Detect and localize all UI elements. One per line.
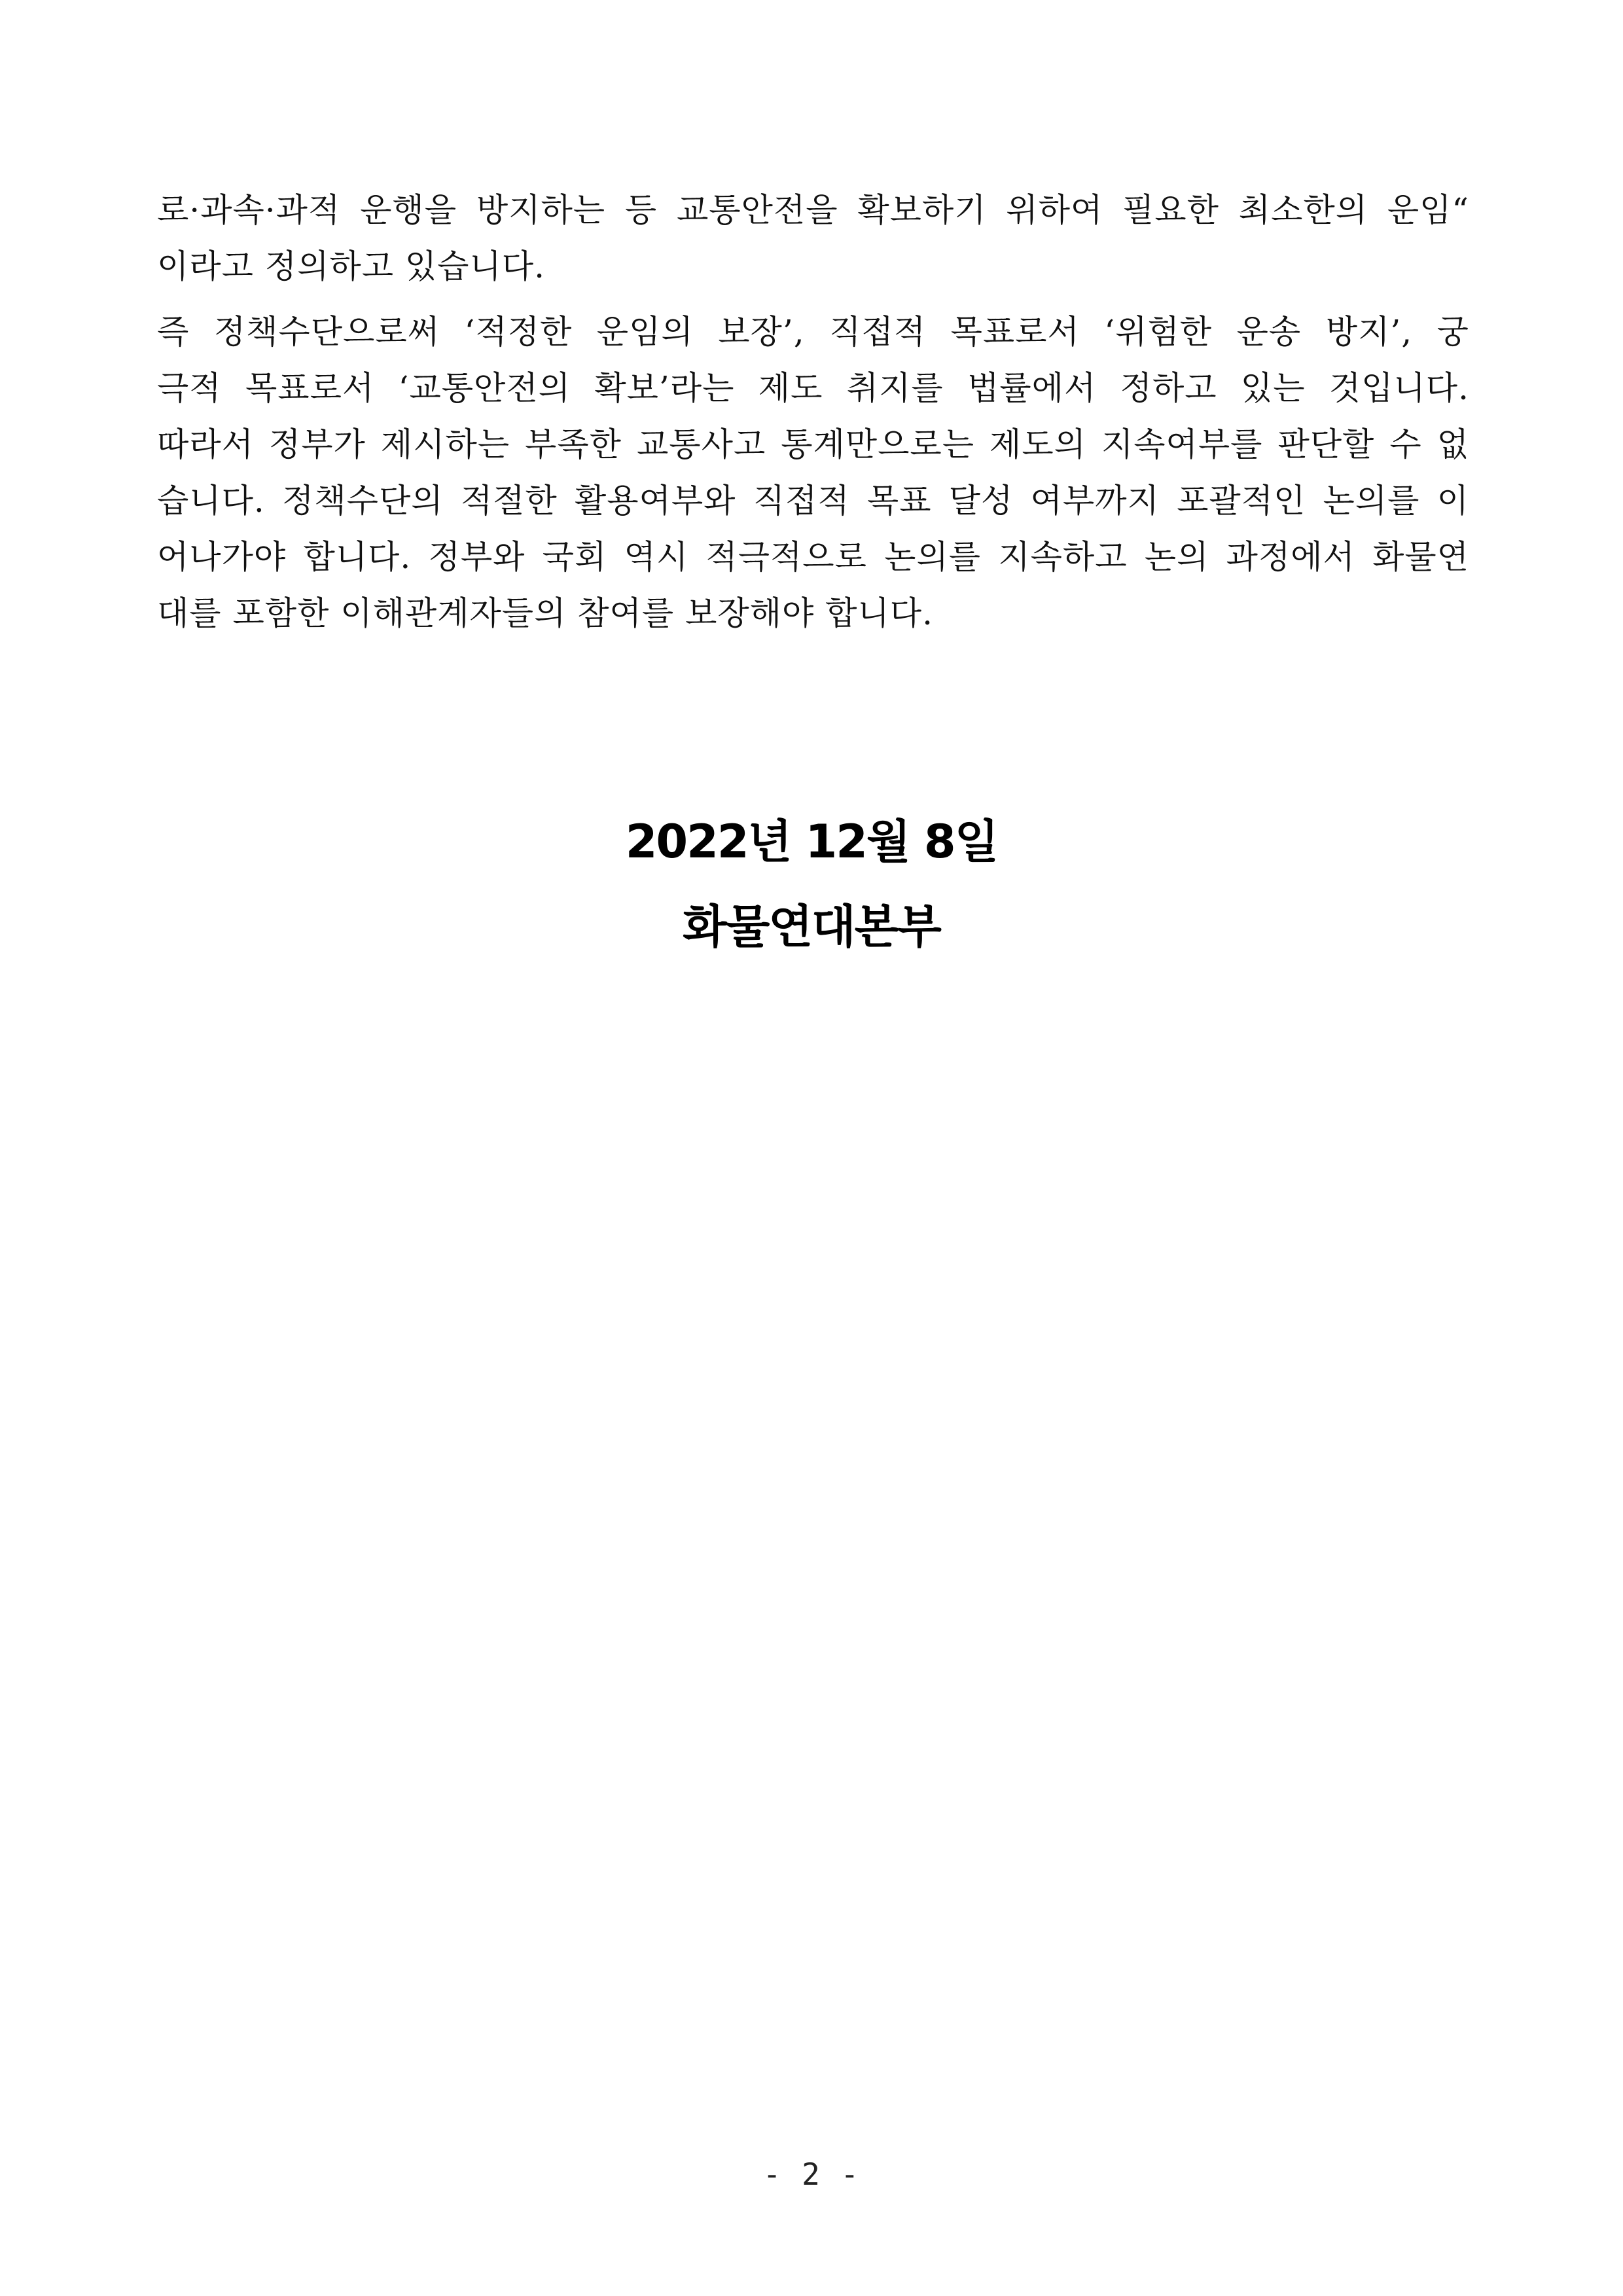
paragraph-line: 극적 목표로서 ‘교통안전의 확보’라는 제도 취지를 법률에서 정하고 있는 것입니다. [157,369,1469,407]
paragraph-line: 습니다. 정책수단의 적절한 활용여부와 직접적 목표 달성 여부까지 포괄적인 논의를 이 [157,482,1469,520]
closing-date: 2022년 12월 8일 [625,815,998,869]
body-text [157,182,1469,641]
paragraph-line: 즉 정책수단으로써 ‘적정한 운임의 보장’, 직접적 목표로서 ‘위험한 운송 방지’, 궁 [157,313,1469,351]
paragraph-2 [157,304,1469,641]
closing-organization: 화물연대본부 [683,900,940,954]
paragraph-line: 이라고 정의하고 있습니다. [157,247,545,285]
paragraph-line: 어나가야 합니다. 정부와 국회 역시 적극적으로 논의를 지속하고 논의 과정에서 화물연 [157,538,1469,576]
page-number: - 2 - [762,2157,861,2192]
paragraph-line: 따라서 정부가 제시하는 부족한 교통사고 통계만으로는 제도의 지속여부를 판단할 수 없 [157,425,1469,463]
paragraph-gap [157,295,1469,304]
paragraph-line: 대를 포함한 이해관계자들의 참여를 보장해야 합니다. [157,594,933,632]
paragraph-line: 로·과속·과적 운행을 방지하는 등 교통안전을 확보하기 위하여 필요한 최소한의 운임“ [157,191,1469,229]
paragraph-1 [157,182,1469,295]
